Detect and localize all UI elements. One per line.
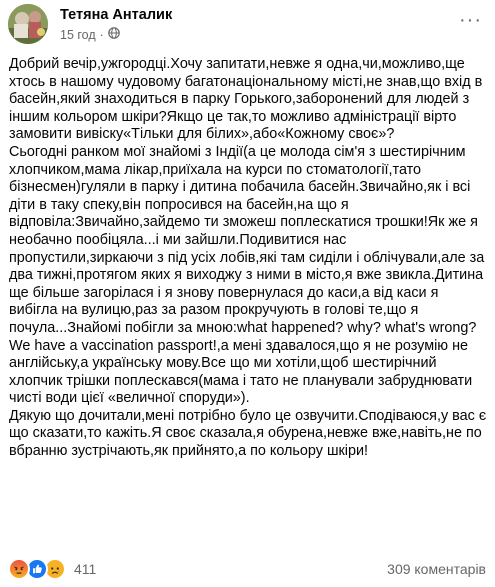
reaction-count[interactable]: 411: [74, 561, 97, 577]
globe-icon: [108, 27, 120, 42]
avatar[interactable]: [8, 4, 48, 44]
angry-reaction-icon: [8, 558, 30, 580]
post-meta: [60, 27, 120, 42]
more-options-icon[interactable]: ···: [459, 9, 482, 31]
post-paragraph: Добрий вечір,ужгородці.Хочу запитати,невже я одна,чи,можливо,ще хтось в нашому чудовому багатонаціональному місті,не знав,що вхід в басейн,який знаходиться в парку Горького,заборонений для людей з іншим кольором шкіри?Якщо це так,то можливо адміністрації вірто замовити вивіску«Тільки для білих»,або«Кожному своє»?: [9, 56, 483, 143]
post-paragraph: Сьогодні ранком мої знайомі з Індії(а це молода сім'я з шестирічним хлопчиком,мама лікар,приїхала на курси по стоматології,тато бізнесмен)гуляли в парку і дитина побачила басейн.Звичайно,як і всі діти в таку спеку,він попросився на басейн,на що я відповіла:Звичайно,зайдемо ти зможеш поплескатися трошки!Як же я необачно пообіцяла...і ми зайшли.Подивитися нас пропустили,зиркаючи з під усіх лобів,які там сиділи і облічували,але за два тижні,протягом яких я виходжу з ними в місто,я вже звикла.Дитина ще більше загорілася і я знову повернулася до каси,а від каси я вибігла на вулицю,раз за разом прокручують в голові те,що я почула...Знайомі побігли за мною:what happened? why? what's wrong? We have a vaccination passport!,а мені здавалося,що я не розумію не англійську,а українську мову.Все що ми хотіли,щоб шестирічний хлопчик трішки поплескався(мама і тато не планували забруднювати чисті води цієї «величної споруди»).: [9, 143, 485, 407]
avatar-photo: [8, 4, 48, 44]
separator-dot: ·: [99, 27, 104, 42]
post-time[interactable]: 15 год: [60, 27, 96, 42]
comments-count-link[interactable]: 309 коментарів: [387, 561, 486, 577]
reactions-summary[interactable]: [8, 558, 96, 580]
post-author[interactable]: Тетяна Анталик: [60, 7, 173, 23]
post-header: [8, 4, 488, 44]
post-footer: [8, 556, 486, 582]
post-body: [9, 56, 487, 461]
post-paragraph: Дякую що дочитали,мені потрібно було це озвучити.Сподіваюся,у вас є що сказати,то кажіть.Я своє сказала,я обурена,невже вже,навіть,не по вбранню зустрічають,як прийнято,а по кольору шкіри!: [9, 407, 487, 460]
